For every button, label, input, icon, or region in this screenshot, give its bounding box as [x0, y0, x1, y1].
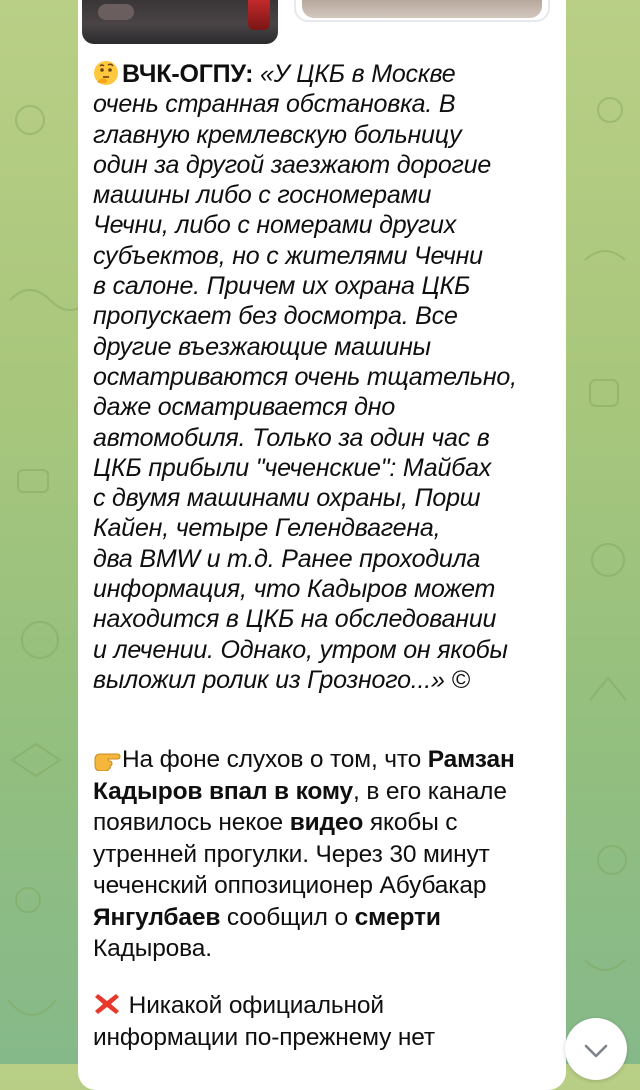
- photo-thumbnail-1[interactable]: [82, 0, 278, 44]
- scroll-down-button[interactable]: [565, 1018, 627, 1080]
- chevron-down-icon: [584, 1044, 608, 1058]
- media-album[interactable]: [82, 0, 564, 45]
- tail-line: Никакой официальной: [93, 990, 553, 1022]
- quote-line: Кайен, четыре Гелендвагена,: [93, 514, 441, 543]
- news-line: Янгулбаев сообщил о смерти: [93, 903, 441, 931]
- quote-line: другие въезжающие машины: [93, 332, 431, 361]
- quote-line: осматриваются очень тщательно,: [93, 362, 517, 391]
- quote-line: информация, что Кадыров может: [93, 575, 496, 604]
- quote-line: в салоне. Причем их охрана ЦКБ: [93, 272, 471, 301]
- quoted-report: [93, 59, 553, 695]
- news-line: Кадырова.: [93, 935, 212, 962]
- news-line: появилось некое видео якобы с: [93, 809, 458, 836]
- quote-line: два BMW и т.д. Ранее проходила: [93, 544, 481, 573]
- pointing-hand-emoji: [93, 745, 121, 771]
- news-line: утренней прогулки. Через 30 минут: [93, 840, 490, 868]
- quote-line: с двумя машинами охраны, Порш: [93, 484, 481, 513]
- news-paragraph: [93, 744, 553, 965]
- quote-line: выложил ролик из Грозного...» ©: [93, 665, 470, 694]
- tail-line: информации по-прежнему нет: [93, 1023, 435, 1051]
- quote-line: один за другой заезжают дорогие: [93, 150, 492, 179]
- quote-line: главную кремлевскую больницу: [93, 120, 462, 149]
- quote-line: машины либо с госномерами: [93, 181, 432, 210]
- quote-line: ЦКБ прибыли "чеченские": Майбах: [93, 453, 492, 482]
- thinking-face-emoji: [93, 60, 121, 86]
- quote-line: ВЧК-ОГПУ: «У ЦКБ в Москве: [93, 59, 553, 89]
- news-line: На фоне слухов о том, что Рамзан: [93, 744, 553, 776]
- red-cross-emoji: [93, 991, 121, 1017]
- quote-line: очень странная обстановка. В: [93, 90, 456, 119]
- quote-line: и лечении. Однако, утром он якобы: [93, 635, 508, 664]
- photo-detail: [248, 0, 270, 30]
- no-info-paragraph: [93, 990, 553, 1053]
- quote-line: автомобиля. Только за один час в: [93, 423, 490, 452]
- quote-line: находится в ЦКБ на обследовании: [93, 605, 497, 634]
- quote-line: пропускает без досмотра. Все: [93, 302, 458, 331]
- channel-name[interactable]: ВЧК-ОГПУ: [122, 60, 246, 88]
- quote-line: Чечни, либо с номерами других: [93, 211, 457, 240]
- quote-line: субъектов, но с жителями Чечни: [93, 241, 483, 270]
- news-line: Кадыров впал в кому, в его канале: [93, 777, 507, 805]
- quote-line: даже осматривается дно: [93, 393, 396, 422]
- photo-thumbnail-2[interactable]: [302, 0, 542, 18]
- news-line: чеченский оппозиционер Абубакар: [93, 872, 487, 899]
